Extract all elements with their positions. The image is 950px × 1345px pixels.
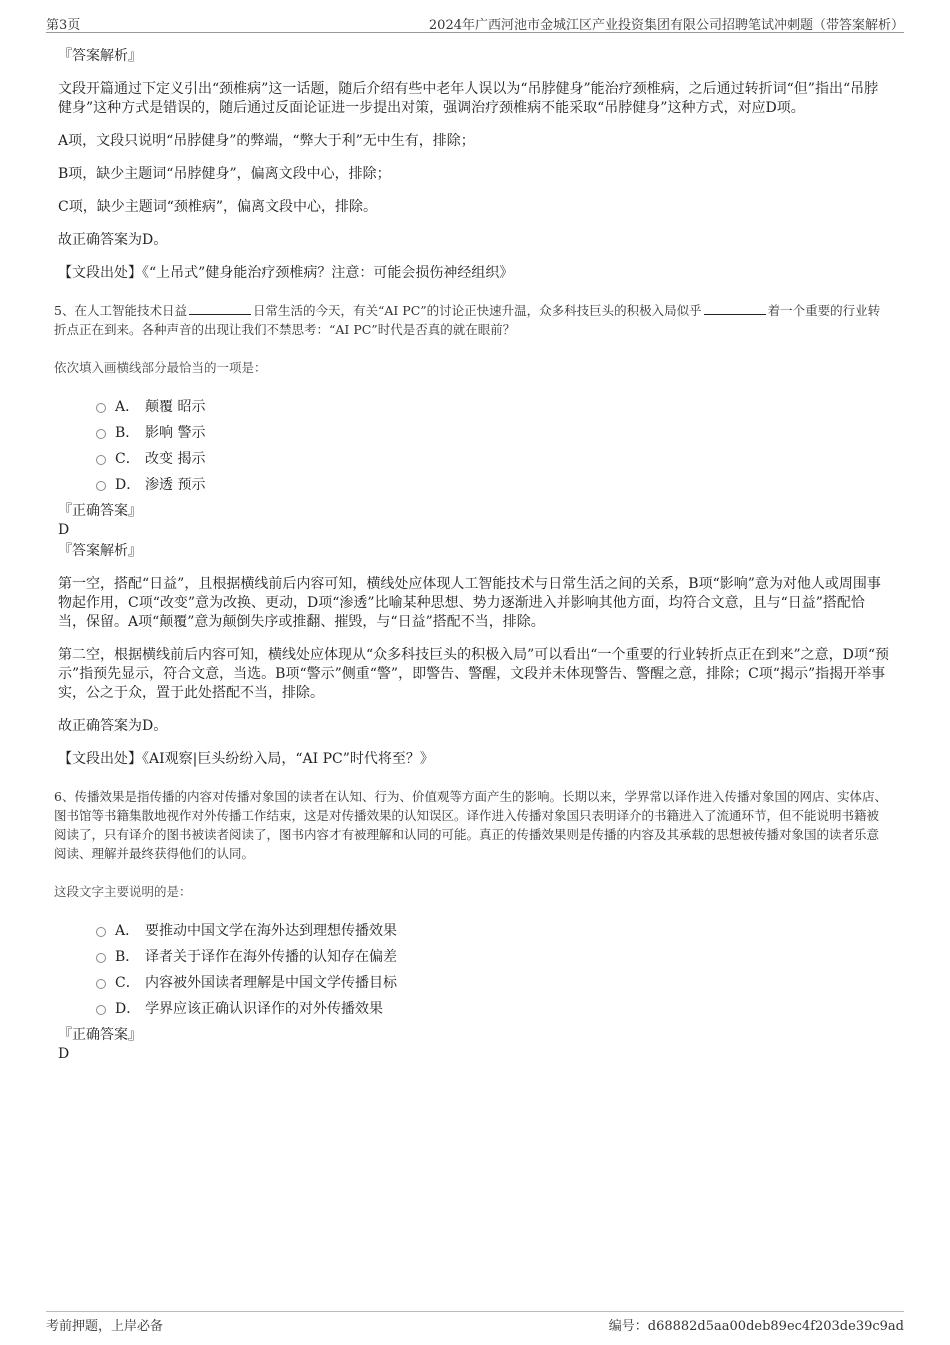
analysis-paragraph: 第一空，搭配“日益”，且根据横线前后内容可知，横线处应体现人工智能技术与日常生活之间的关系，B项“影响”意为对他人或周围事物起作用，C项“改变”意为改换、更动，D项“渗透”比喻某种思想、势力逐渐进入并影响其他方面，均符合文意，且与“日益”搭配恰当，保留。A项“颠覆”意为颠倒失序或推翻、摧毁，与“日益”搭配不当，排除。 xyxy=(58,576,881,630)
correct-answer-label: 『正确答案』 xyxy=(58,503,142,519)
correct-answer: D xyxy=(58,522,70,538)
analysis-paragraph: B项，缺少主题词“吊脖健身”，偏离文段中心，排除； xyxy=(58,166,391,182)
page-number: 第3页 xyxy=(46,18,81,33)
question-stem: 6、传播效果是指传播的内容对传播对象国的读者在认知、行为、价值观等方面产生的影响。长期以来，学界常以译作进入传播对象国的网店、实体店、图书馆等书籍集散地视作对外传播工作结束，这是对传播效果的认知误区。译作进入传播对象国只表明译介的书籍进入了流通环节，但不能说明书籍被阅读了，只有译介的图书被读者阅读了，图书内容才有被理解和认同的可能。真正的传播效果则是传播的内容及其承载的思想被传播对象国的读者乐意阅读、理解并最终获得他们的认同。 xyxy=(54,789,887,861)
radio-icon[interactable] xyxy=(96,927,106,937)
text-source: 【文段出处】《AI观察|巨头纷纷入局，“AI PC”时代将至？》 xyxy=(58,751,434,767)
correct-answer-label: 『正确答案』 xyxy=(58,1027,142,1043)
radio-icon[interactable] xyxy=(96,979,106,989)
question-stem xyxy=(54,301,890,339)
analysis-paragraph: 文段开篇通过下定义引出“颈椎病”这一话题，随后介绍有些中老年人误以为“吊脖健身”能治疗颈椎病，之后通过转折词“但”指出“吊脖健身”这种方式是错误的，随后通过反面论证进一步提出对策，强调治疗颈椎病不能采取“吊脖健身”这种方式，对应D项。 xyxy=(58,81,879,116)
radio-icon[interactable] xyxy=(96,429,106,439)
text-source: 【文段出处】《“上吊式”健身能治疗颈椎病？注意：可能会损伤神经组织》 xyxy=(58,265,514,281)
radio-icon[interactable] xyxy=(96,455,106,465)
analysis-label: 『答案解析』 xyxy=(58,48,142,64)
correct-answer: D xyxy=(58,1046,70,1062)
option-b[interactable]: B． 译者关于译作在海外传播的认知存在偏差 xyxy=(96,943,890,969)
stem-part: 日常生活的今天，有关“AI PC”的讨论正快速升温，众多科技巨头的积极入局似乎 xyxy=(252,303,702,318)
question-prompt: 这段文字主要说明的是： xyxy=(54,884,192,899)
answer-conclusion: 故正确答案为D。 xyxy=(58,232,168,248)
page-footer xyxy=(46,1311,904,1334)
option-a[interactable]: A． 要推动中国文学在海外达到理想传播效果 xyxy=(96,917,890,943)
analysis-label: 『答案解析』 xyxy=(58,543,142,559)
option-list xyxy=(96,393,890,497)
fill-blank xyxy=(704,302,766,315)
radio-icon[interactable] xyxy=(96,1005,106,1015)
option-list xyxy=(96,917,890,1021)
page-header xyxy=(46,12,904,33)
fill-blank xyxy=(189,302,251,315)
radio-icon[interactable] xyxy=(96,403,106,413)
option-d[interactable]: D． 渗透 预示 xyxy=(96,471,890,497)
option-a[interactable]: A． 颠覆 昭示 xyxy=(96,393,890,419)
document-title: 2024年广西河池市金城江区产业投资集团有限公司招聘笔试冲刺题（带答案解析） xyxy=(428,18,904,33)
option-d[interactable]: D． 学界应该正确认识译作的对外传播效果 xyxy=(96,995,890,1021)
analysis-paragraph: A项，文段只说明“吊脖健身”的弊端，“弊大于利”无中生有，排除； xyxy=(58,133,475,149)
analysis-paragraph: 第二空，根据横线前后内容可知，横线处应体现从“众多科技巨头的积极入局”可以看出“一个重要的行业转折点正在到来”之意，D项“预示”指预先显示，符合文意，当选。B项“警示”侧重“警”，即警告、警醒，文段并未体现警告、警醒之意，排除；C项“揭示”指揭开举事实，公之于众，置于此处搭配不当，排除。 xyxy=(58,647,890,701)
analysis-paragraph: C项，缺少主题词“颈椎病”，偏离文段中心，排除。 xyxy=(58,199,378,215)
radio-icon[interactable] xyxy=(96,953,106,963)
question-prompt: 依次填入画横线部分最恰当的一项是： xyxy=(54,360,267,375)
stem-part: 着一个重要的行业转折点正在到来。各种声音的出现让我们不禁思考：“AI PC”时代是否真的就在眼前？ xyxy=(54,303,881,337)
document-id: 编号：d68882d5aa00deb89ec4f203de39c9ad xyxy=(608,1319,904,1334)
option-b[interactable]: B． 影响 警示 xyxy=(96,419,890,445)
answer-conclusion: 故正确答案为D。 xyxy=(58,718,168,734)
option-c[interactable]: C． 内容被外国读者理解是中国文学传播目标 xyxy=(96,969,890,995)
radio-icon[interactable] xyxy=(96,481,106,491)
option-c[interactable]: C． 改变 揭示 xyxy=(96,445,890,471)
footer-slogan: 考前押题，上岸必备 xyxy=(46,1319,164,1334)
page-content xyxy=(52,40,890,1063)
stem-part: 5、在人工智能技术日益 xyxy=(54,303,187,318)
